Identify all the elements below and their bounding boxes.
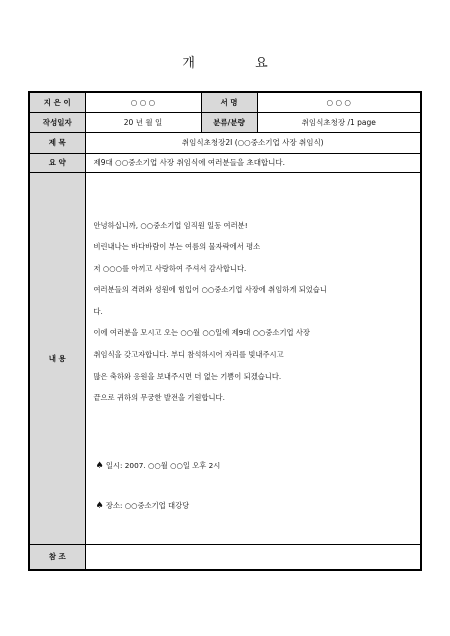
body-line: 많은 축하와 응원을 보내주시면 더 없는 기쁨이 되겠습니다. <box>93 371 282 381</box>
body-line: 안녕하십니까, ○○중소기업 임직원 일동 여러분! <box>93 220 248 230</box>
subject-label: 제 목 <box>29 132 85 153</box>
event-date-text: 일시: 2007. ○○월 ○○일 오후 2시 <box>105 460 221 470</box>
reference-value <box>85 544 421 570</box>
body-line: 다. <box>93 306 103 316</box>
letter-body <box>86 173 421 409</box>
subject-value: 취임식초청장2I (○○중소기업 사장 취임식) <box>85 132 421 153</box>
event-place-note <box>86 501 421 511</box>
event-date-note <box>86 461 421 471</box>
date-value: 20 년 월 일 <box>85 112 201 132</box>
body-line: 비린내나는 바다바람이 부는 여름의 물자락에서 평소 <box>93 242 261 252</box>
date-label: 작성일자 <box>29 112 85 132</box>
signature-value: ○ ○ ○ <box>257 92 421 112</box>
spade-icon: ♠ <box>95 500 104 511</box>
summary-value: 제9대 ○○중소기업 사장 취임식에 여러분들을 초대합니다. <box>85 153 421 172</box>
page-title: 개 요 <box>182 56 296 71</box>
signature-label: 서 명 <box>201 92 257 112</box>
body-line: 끝으로 귀하의 무궁한 발전을 기원합니다. <box>93 393 225 403</box>
reference-label: 참 조 <box>29 544 85 570</box>
author-label: 지 은 이 <box>29 92 85 112</box>
content-cell <box>85 172 421 544</box>
content-label: 내 용 <box>29 172 85 544</box>
summary-label: 요 약 <box>29 153 85 172</box>
event-place-text: 장소: ○○중소기업 대강당 <box>105 500 190 510</box>
author-value: ○ ○ ○ <box>85 92 201 112</box>
body-line: 이에 여러분을 모시고 오는 ○○월 ○○일에 제9대 ○○중소기업 사장 <box>93 328 310 338</box>
spade-icon: ♠ <box>95 460 104 471</box>
body-line: 취임식을 갖고자합니다. 부디 참석하시어 자리를 빛내주시고 <box>93 350 284 360</box>
category-label: 분류/분량 <box>201 112 257 132</box>
body-line: 여러분들의 격려와 성원에 힘입어 ○○중소기업 사장에 취임하게 되었습니 <box>93 285 327 295</box>
category-value: 취임식초청장 /1 page <box>257 112 421 132</box>
body-line: 저 ○○○를 아끼고 사랑하여 주셔서 감사합니다. <box>93 263 247 273</box>
document-form <box>28 91 422 571</box>
